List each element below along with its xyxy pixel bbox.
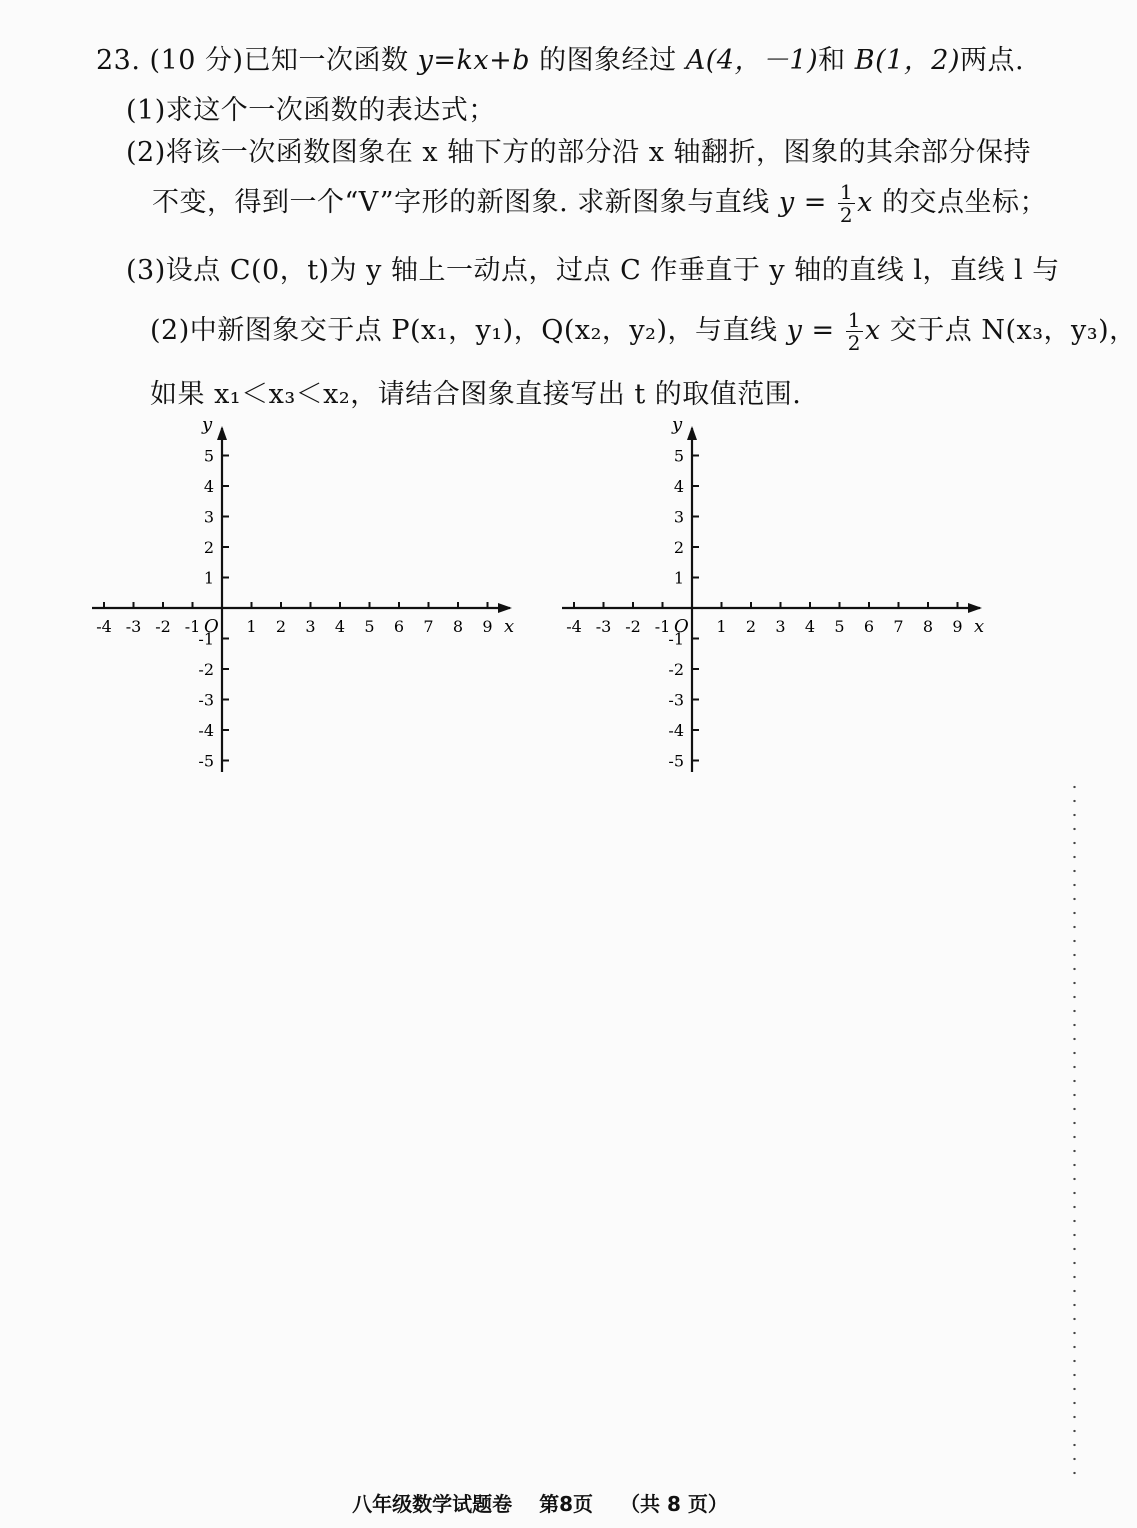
x-tick-label: -3 bbox=[125, 617, 142, 636]
fraction-denominator: 2 bbox=[839, 203, 854, 227]
y-axis-label: y bbox=[202, 414, 213, 435]
x-tick-label: 8 bbox=[922, 617, 934, 636]
y-axis-label: y bbox=[672, 414, 683, 435]
x-tick-label: -1 bbox=[654, 617, 671, 636]
part-2-text: 不变，得到一个“V”字形的新图象. 求新图象与直线 bbox=[152, 187, 770, 218]
y-tick-label: 1 bbox=[673, 568, 684, 588]
binding-edge-dots bbox=[1073, 780, 1076, 1480]
page-number: 第8页 bbox=[539, 1492, 594, 1516]
question-number: 23. bbox=[96, 45, 141, 76]
stem-mid: 的图象经过 bbox=[539, 45, 677, 76]
total-pages: （共 8 页） bbox=[620, 1492, 728, 1516]
y-tick-label: 3 bbox=[673, 507, 684, 527]
part-2-line-2 bbox=[152, 180, 1047, 226]
fraction-denominator: 2 bbox=[847, 331, 861, 355]
x-tick-label: -2 bbox=[155, 617, 171, 636]
y-tick-label: -2 bbox=[668, 660, 684, 679]
part-2-suffix: 的交点坐标； bbox=[881, 187, 1047, 218]
y-tick-label: 3 bbox=[203, 507, 214, 527]
linear-equation: y=kx+b bbox=[417, 45, 531, 76]
x-tick-label: 5 bbox=[834, 617, 845, 636]
part-1: (1)求这个一次函数的表达式； bbox=[126, 95, 496, 126]
x-tick-label: 7 bbox=[893, 617, 904, 636]
line-x: x bbox=[857, 187, 873, 218]
y-tick-label: 2 bbox=[203, 538, 214, 557]
line-y: y = bbox=[786, 315, 835, 346]
x-tick-label: 9 bbox=[482, 617, 493, 636]
y-tick-label: -1 bbox=[198, 629, 214, 649]
question-score: (10 分) bbox=[149, 45, 244, 76]
part-2-line-1: (2)将该一次函数图象在 x 轴下方的部分沿 x 轴翻折，图象的其余部分保持 bbox=[126, 137, 1032, 168]
y-tick-label: -2 bbox=[198, 660, 214, 679]
x-tick-label: 6 bbox=[863, 617, 875, 636]
question-23-stem bbox=[96, 38, 1024, 77]
x-tick-label: -4 bbox=[566, 617, 582, 636]
fraction-one-half bbox=[838, 181, 855, 226]
x-tick-label: 2 bbox=[275, 617, 287, 636]
y-tick-label: -5 bbox=[668, 751, 684, 771]
fraction-one-half bbox=[846, 309, 863, 354]
origin-label: O bbox=[674, 616, 689, 637]
line-x: x bbox=[864, 315, 881, 346]
part-3-line-1: (3)设点 C(0，t)为 y 轴上一动点，过点 C 作垂直于 y 轴的直线 l，直线 l 与 bbox=[126, 255, 1060, 286]
line-y: y = bbox=[778, 187, 827, 218]
x-tick-label: -4 bbox=[96, 617, 112, 636]
point-b: B(1，2) bbox=[854, 45, 961, 76]
part-3-suffix: 交于点 N(x₃，y₃)， bbox=[889, 315, 1137, 346]
y-axis-arrow-icon bbox=[687, 426, 697, 440]
y-axis-arrow-icon bbox=[217, 426, 227, 440]
x-tick-label: 9 bbox=[952, 617, 963, 636]
x-tick-label: 7 bbox=[423, 617, 434, 636]
x-tick-label: 6 bbox=[393, 617, 405, 636]
x-tick-label: 2 bbox=[745, 617, 757, 636]
coordinate-grid-left bbox=[80, 410, 530, 790]
y-tick-label: 5 bbox=[203, 446, 214, 466]
fraction-numerator: 1 bbox=[847, 308, 861, 332]
x-tick-label: -2 bbox=[625, 617, 641, 636]
y-tick-label: -3 bbox=[198, 690, 214, 710]
x-tick-label: -3 bbox=[595, 617, 612, 636]
y-tick-label: 4 bbox=[673, 477, 684, 496]
x-tick-label: 8 bbox=[452, 617, 464, 636]
x-tick-label: 1 bbox=[246, 617, 257, 636]
part-3-text: (2)中新图象交于点 P(x₁，y₁)，Q(x₂，y₂)，与直线 bbox=[150, 315, 778, 346]
x-tick-label: 4 bbox=[804, 617, 816, 636]
part-3-line-3: 如果 x₁＜x₃＜x₂，请结合图象直接写出 t 的取值范围. bbox=[150, 379, 802, 410]
point-a: A(4，－1) bbox=[685, 45, 819, 76]
x-tick-label: -1 bbox=[184, 617, 201, 636]
y-tick-label: -5 bbox=[198, 751, 214, 771]
x-axis-arrow-icon bbox=[968, 603, 982, 613]
y-tick-label: -3 bbox=[668, 690, 684, 710]
part-3-line-2 bbox=[150, 308, 1137, 354]
stem-and: 和 bbox=[818, 45, 846, 76]
x-tick-label: 3 bbox=[775, 617, 786, 636]
coordinate-grid-right bbox=[550, 410, 1000, 790]
page-footer bbox=[0, 1488, 1080, 1517]
stem-prefix: 已知一次函数 bbox=[243, 45, 409, 76]
x-tick-label: 4 bbox=[334, 617, 346, 636]
y-tick-label: -1 bbox=[668, 629, 684, 649]
y-tick-label: 5 bbox=[673, 446, 684, 466]
stem-suffix: 两点. bbox=[960, 45, 1025, 76]
x-tick-label: 5 bbox=[364, 617, 375, 636]
y-tick-label: -4 bbox=[198, 721, 214, 740]
x-axis-label: x bbox=[974, 616, 985, 637]
x-axis-label: x bbox=[504, 616, 515, 637]
x-tick-label: 3 bbox=[305, 617, 316, 636]
origin-label: O bbox=[204, 616, 219, 637]
y-tick-label: 4 bbox=[203, 477, 214, 496]
x-axis-arrow-icon bbox=[498, 603, 512, 613]
y-tick-label: 2 bbox=[673, 538, 684, 557]
y-tick-label: 1 bbox=[203, 568, 214, 588]
x-tick-label: 1 bbox=[716, 617, 727, 636]
fraction-numerator: 1 bbox=[839, 180, 854, 204]
y-tick-label: -4 bbox=[668, 721, 684, 740]
exam-title: 八年级数学试题卷 bbox=[352, 1492, 513, 1516]
